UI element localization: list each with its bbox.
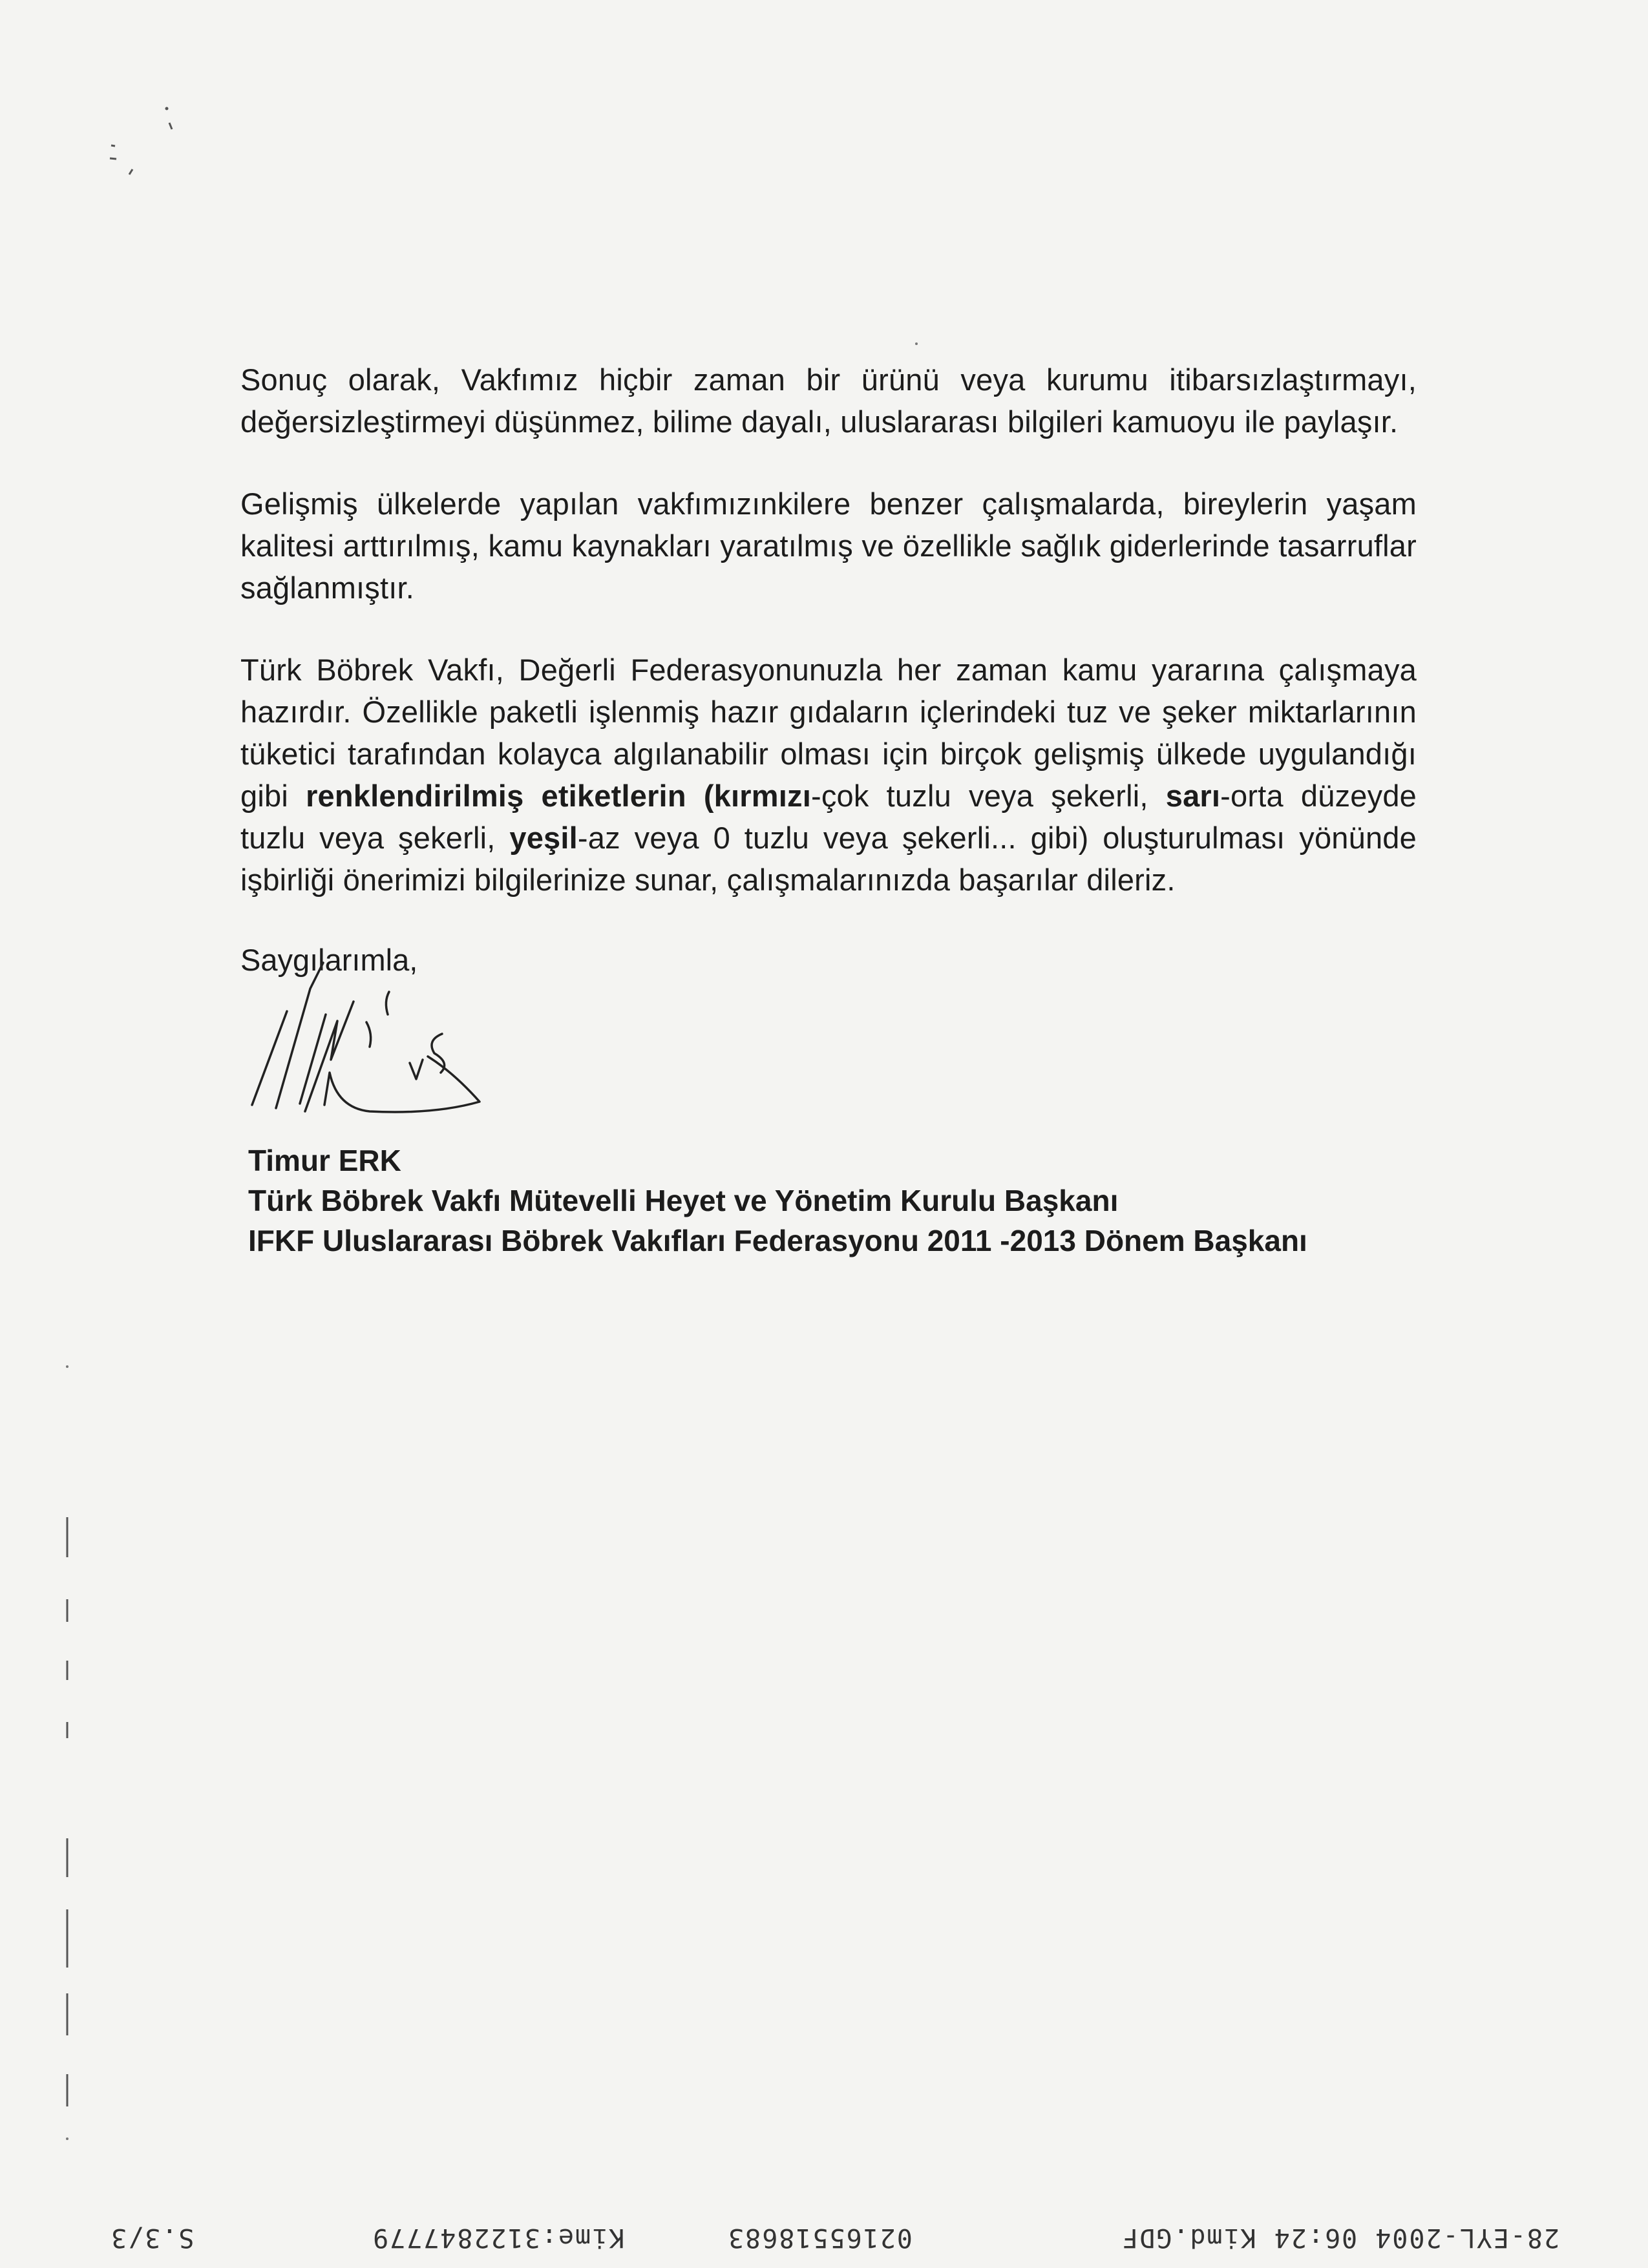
proposal-bold-green: yeşil <box>509 821 578 855</box>
proposal-text-4: -az veya 0 tuzlu veya şekerli... gibi) oluşturulması yönünde işbirliği önerimizi bilgilerinize sunar, çalışmalarınızda başarılar dileriz. <box>240 821 1417 897</box>
paragraph-proposal <box>240 649 1417 901</box>
proposal-text-3: -orta düzeyde tuzlu veya şekerli, <box>240 779 1417 855</box>
fax-recipient: Kime:3122847779 <box>372 2223 625 2252</box>
fax-transmission-footer <box>0 2223 1648 2262</box>
proposal-text-2: -çok tuzlu veya şekerli, <box>810 779 1166 813</box>
handwritten-signature <box>240 950 512 1131</box>
fax-sender-number: 02165518683 <box>727 2223 913 2252</box>
signatory-block <box>248 1140 1307 1261</box>
signatory-title-federation: IFKF Uluslararası Böbrek Vakıfları Federasyonu 2011 -2013 Dönem Başkanı <box>248 1224 1307 1257</box>
proposal-bold-labels: renklendirilmiş etiketlerin (kırmızı <box>306 779 811 813</box>
signatory-title-foundation: Türk Böbrek Vakfı Mütevelli Heyet ve Yönetim Kurulu Başkanı <box>248 1184 1119 1217</box>
proposal-bold-yellow: sarı <box>1165 779 1221 813</box>
letter-body <box>240 359 1417 980</box>
fax-timestamp: 28-EYL-2004 06:24 Kimd.GDF <box>1121 2223 1560 2252</box>
closing-salutation: Saygılarımla, <box>240 943 418 977</box>
signatory-name: Timur ERK <box>248 1144 401 1177</box>
proposal-text-1: Türk Böbrek Vakfı, Değerli Federasyonunuzla her zaman kamu yararına çalışmaya hazırdır. Özellikle paketli işlenmiş hazır gıdaların içlerindeki tuz ve şeker miktarlarının tüketici tarafından kolayca algılanabilir olması için birçok gelişmiş ülkede uygulandığı gibi <box>240 653 1417 813</box>
paragraph-developed-countries: Gelişmiş ülkelerde yapılan vakfımızınkilere benzer çalışmalarda, bireylerin yaşam kalitesi arttırılmış, kamu kaynakları yaratılmış ve özellikle sağlık giderlerinde tasarruflar sağlanmıştır. <box>240 487 1417 605</box>
paragraph-conclusion: Sonuç olarak, Vakfımız hiçbir zaman bir ürünü veya kurumu itibarsızlaştırmayı, değersizleştirmeyi düşünmez, bilime dayalı, uluslararası bilgileri kamuoyu ile paylaşır. <box>240 362 1417 439</box>
fax-page-number: S.3/3 <box>110 2223 195 2252</box>
